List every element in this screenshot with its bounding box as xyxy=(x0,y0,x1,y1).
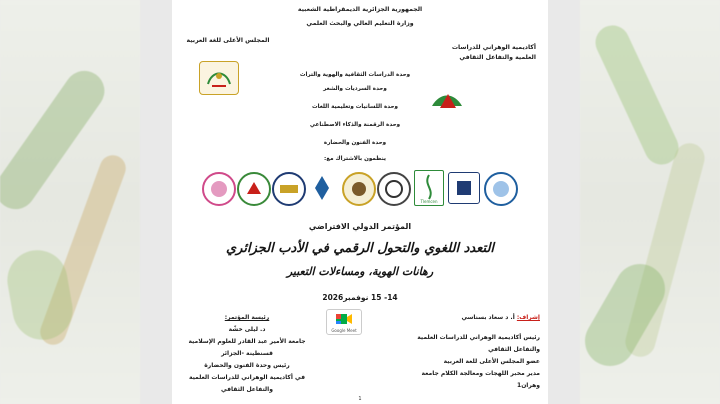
chair-line: في أكاديمية الوهراني للدراسات العلمية xyxy=(188,374,306,381)
republic-line: الجمهورية الجزائرية الديمقراطية الشعبية xyxy=(297,6,423,13)
supervision-line: والتفاعل الثقافي xyxy=(488,346,540,353)
supervision-line: عضو المجلس الأعلى للغة العربية xyxy=(443,358,540,365)
academy-name: أكاديمية الوهراني للدراسات العلمية والتفاعل الثقافي xyxy=(451,44,536,61)
conference-type: المؤتمر الدولي الافتراضي xyxy=(308,222,412,231)
tlemcen-label: Tlemcen xyxy=(420,199,438,204)
partner-logo-icon xyxy=(272,172,306,206)
page-number: 1 xyxy=(358,396,362,402)
google-meet-label: Google Meet xyxy=(331,328,357,333)
supervision-name: أ. د سعاد بسناسي xyxy=(461,314,515,321)
supervision-title xyxy=(390,312,540,324)
partner-logo-icon xyxy=(414,170,444,206)
unit-item: وحدة الفنون والحضارة xyxy=(323,140,387,146)
unit-item: وحدة الدراسات الثقافية والهوية والتراث xyxy=(299,72,411,78)
partner-logo-icon xyxy=(448,172,480,204)
partner-logo-icon xyxy=(342,172,376,206)
council-logo-icon xyxy=(199,61,239,95)
supervision-line: وهران1 xyxy=(517,382,540,389)
unit-item: وحدة الرقمنة والذكاء الاصطناعي xyxy=(309,122,401,128)
conference-dates: 14- 15 نوفمبر2026 xyxy=(322,293,398,302)
ministry-line: وزارة التعليم العالي والبحث العلمي xyxy=(306,20,414,27)
chair-name: د. ليلى خشّة xyxy=(228,326,266,333)
council-name: المجلس الأعلى للغة العربية xyxy=(186,37,270,44)
partner-logo-icon xyxy=(377,172,411,206)
partner-logo-icon xyxy=(202,172,236,206)
chair-line: جامعة الأمير عبد القادر للعلوم الإسلامية xyxy=(188,338,306,345)
supervision-line: رئيس أكاديمية الوهراني للدراسات العلمية xyxy=(417,334,540,341)
chair-block xyxy=(182,312,312,396)
chair-heading: رئيسة المؤتمر: xyxy=(224,314,270,321)
partner-logo-icon xyxy=(237,172,271,206)
organizers-line: ينظمون بالاشتراك مع: xyxy=(324,156,386,162)
conference-subtitle: رهانات الهوية، ومساءلات التعبير xyxy=(286,265,434,278)
chair-line: والتفاعل الثقافي xyxy=(221,386,273,393)
background-right xyxy=(580,0,720,404)
partner-logo-icon xyxy=(307,174,337,202)
supervision-block xyxy=(390,312,540,392)
unit-item: وحدة اللسانيات وتعليمية اللغات xyxy=(312,104,398,110)
partner-logo-icon xyxy=(484,172,518,206)
partner-logos-row xyxy=(202,168,522,208)
chair-line: قسنطينة -الجزائر xyxy=(221,350,273,357)
conference-title: التعدد اللغوي والتحول الرقمي في الأدب الجزائري xyxy=(225,241,495,256)
supervision-line: مدير مخبر اللهجات ومعالجة الكلام جامعة xyxy=(421,370,540,377)
background-decoration xyxy=(590,20,684,170)
chair-line: رئيس وحدة الفنون والحضارة xyxy=(204,362,290,369)
unit-item: وحدة السرديات والشعر xyxy=(323,86,387,92)
document-page xyxy=(172,0,548,404)
background-left xyxy=(0,0,140,404)
supervision-heading: إشراف: xyxy=(516,314,540,321)
google-meet-icon xyxy=(326,309,362,335)
